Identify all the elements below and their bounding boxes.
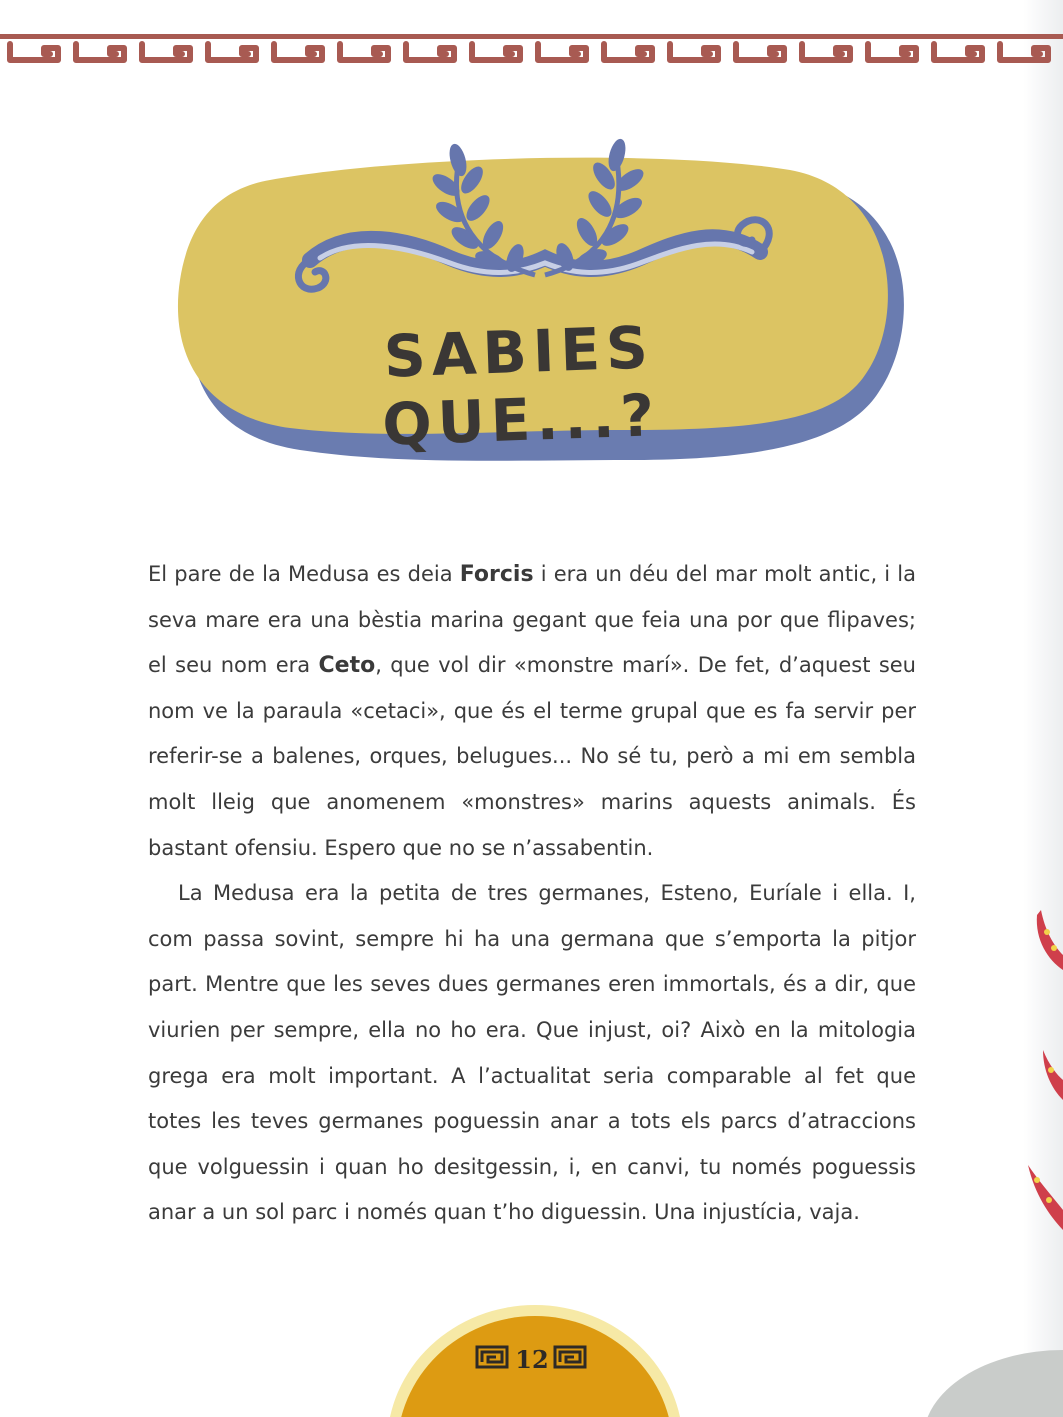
greek-key-motif	[10, 44, 58, 60]
highlighted-name: Ceto	[318, 653, 376, 679]
greek-key-motif	[736, 44, 784, 60]
paragraph	[148, 552, 916, 871]
greek-key-motif	[274, 44, 322, 60]
greek-key-motif	[472, 44, 520, 60]
greek-key-motif	[670, 44, 718, 60]
greek-key-motif	[208, 44, 256, 60]
text-span: , que vol dir «monstre marí». De fet, d’aquest seu nom ve la paraula «cetaci», que és el terme grupal que es fa servir per referir-se a balenes, orques, belugues... No sé tu, però a mi em sembla molt lleig que anomenem «monstres» marins aquests animals. És bastant ofensiu. Espero que no se n’assabentin.	[148, 653, 916, 860]
greek-key-motif	[142, 44, 190, 60]
body-text	[148, 552, 916, 1236]
edge-rock-decoration	[923, 1340, 1063, 1417]
greek-key-motif	[340, 44, 388, 60]
greek-key-motif	[538, 44, 586, 60]
greek-key-motif	[76, 44, 124, 60]
text-span: i era un déu del mar molt antic, i la seva mare era una bèstia marina gegant que feia una por que flipaves; el seu nom era	[148, 562, 916, 678]
highlighted-name: Forcis	[459, 562, 534, 587]
paragraph: La Medusa era la petita de tres germanes, Esteno, Euríale i ella. I, com passa sovint, sempre hi ha una germana que s’emporta la pitjor part. Mentre que les seves dues germanes eren immortals, és a dir, que viurien per sempre, ella no ho era. Que injust, oi? Això en la mitologia grega era molt important. A l’actualitat seria comparable al fet que totes les teves germanes poguessin anar a tots els parcs d’atraccions que volguessin i quan ho desitgessin, i, en canvi, tu només poguessis anar a un sol parc i només quan t’ho diguessin. Una injustícia, vaja.	[148, 881, 916, 1225]
greek-key-border	[0, 30, 1063, 70]
greek-key-motif	[406, 44, 454, 60]
greek-key-motif	[802, 44, 850, 60]
page-number: 12	[515, 1345, 549, 1374]
text-span: El pare de la Medusa es deia	[148, 562, 460, 586]
greek-key-motif	[868, 44, 916, 60]
greek-key-motif	[1000, 44, 1048, 60]
page-title: SABIES QUE...?	[381, 313, 662, 459]
greek-key-motif	[934, 44, 982, 60]
edge-decoration	[1023, 910, 1063, 1250]
greek-key-motif	[604, 44, 652, 60]
